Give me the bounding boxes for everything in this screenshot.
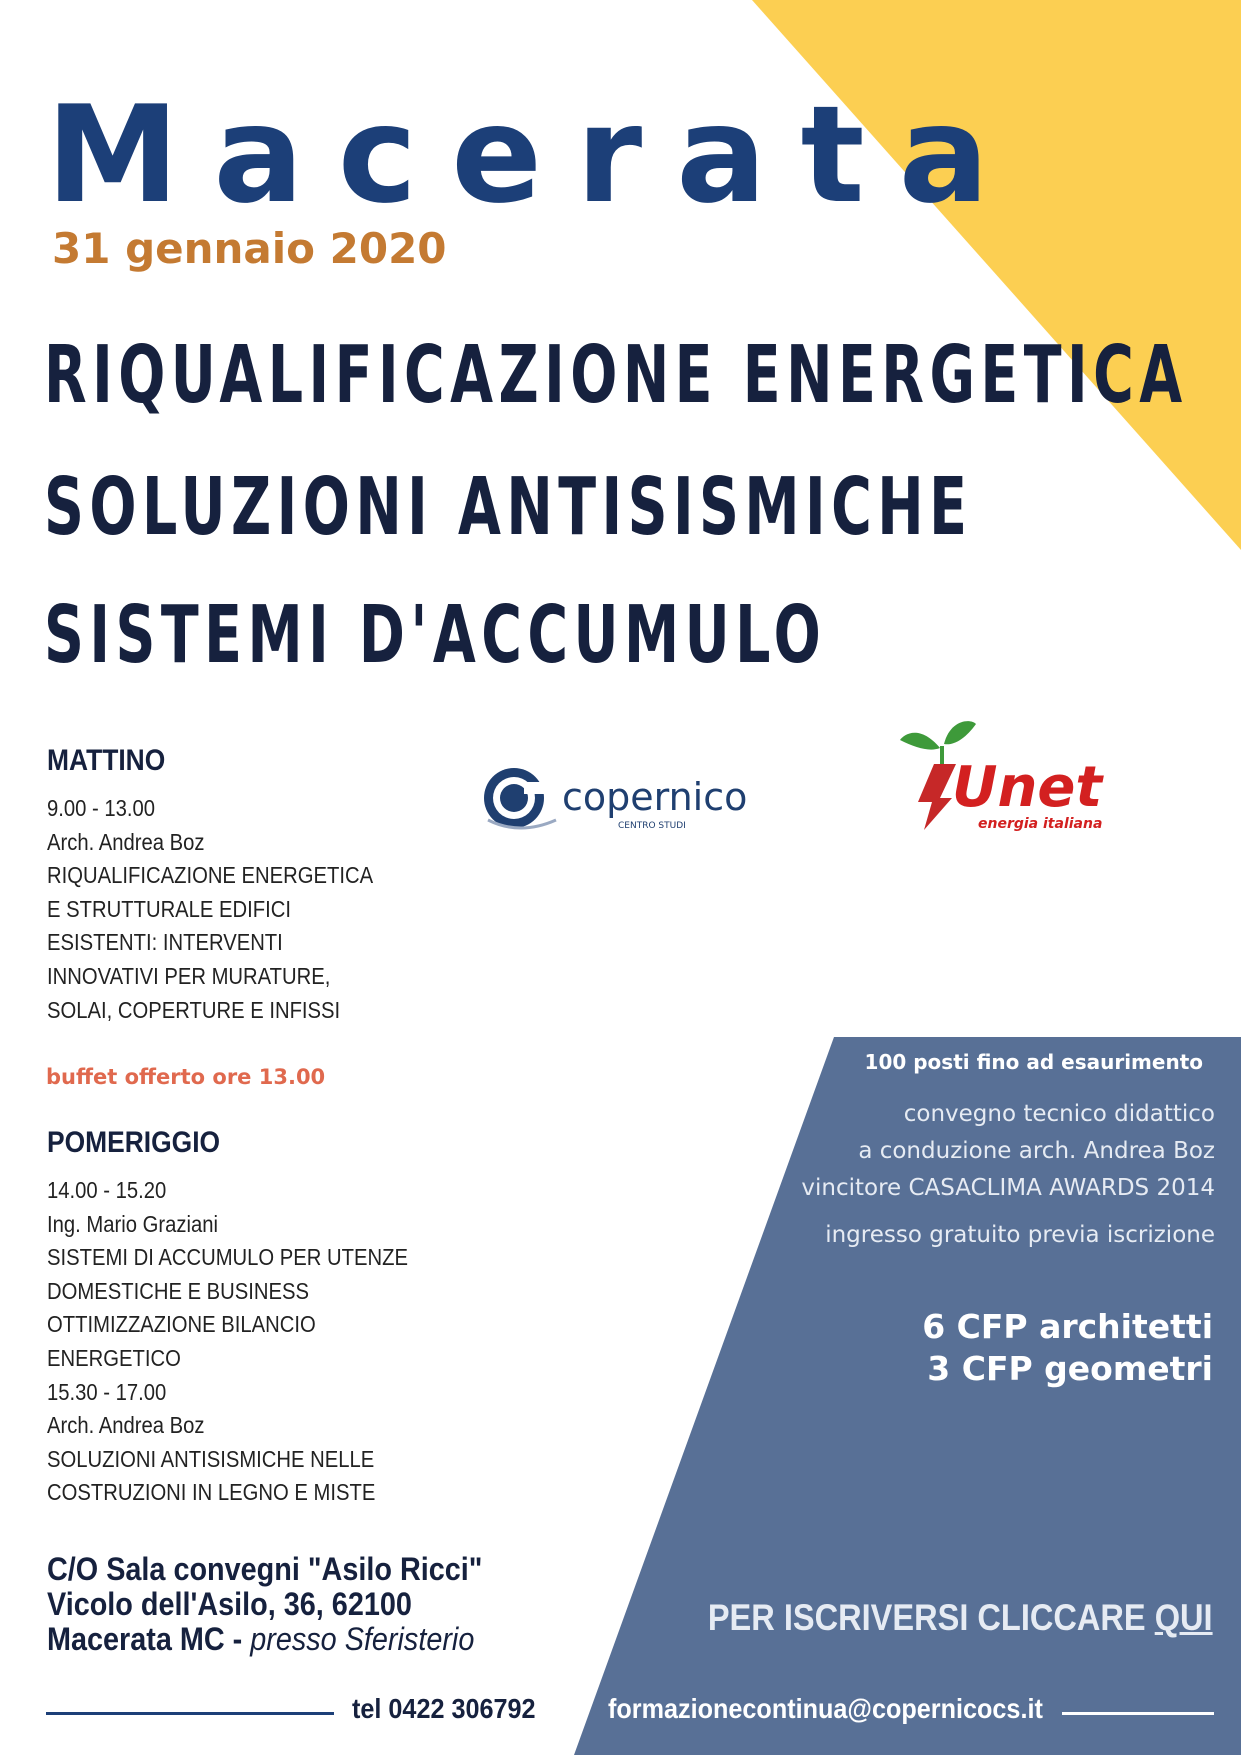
morning-line: E STRUTTURALE EDIFICI — [47, 895, 292, 922]
copernico-wordmark: copernico — [562, 775, 748, 819]
city-title: Macerata — [46, 77, 1024, 233]
afternoon-title: POMERIGGIO — [47, 1126, 221, 1159]
copernico-subtitle: CENTRO STUDI — [618, 821, 686, 831]
credits-surveyors: 3 CFP geometri — [927, 1349, 1213, 1388]
morning-title: MATTINO — [47, 744, 166, 777]
afternoon-line: COSTRUZIONI IN LEGNO E MISTE — [47, 1479, 376, 1506]
afternoon-program — [47, 1174, 408, 1510]
unet-wordmark: Unet — [952, 755, 1103, 820]
topic-energy: RIQUALIFICAZIONE ENERGETICA — [44, 329, 1188, 421]
venue-line-3 — [47, 1622, 482, 1657]
description-line: a conduzione arch. Andrea Boz — [858, 1138, 1215, 1164]
afternoon-line: OTTIMIZZAZIONE BILANCIO — [47, 1311, 316, 1338]
email-link[interactable]: formazionecontinua@copernicocs.it — [608, 1693, 1043, 1724]
afternoon-line: SISTEMI DI ACCUMULO PER UTENZE — [47, 1244, 408, 1271]
venue-line-2: Vicolo dell'Asilo, 36, 62100 — [47, 1586, 412, 1622]
afternoon-line: SOLUZIONI ANTISISMICHE NELLE — [47, 1445, 375, 1472]
morning-program — [47, 792, 373, 1027]
copernico-core — [500, 784, 528, 812]
afternoon-line: Arch. Andrea Boz — [47, 1412, 205, 1439]
venue-city: Macerata MC - — [47, 1621, 251, 1657]
event-date: 31 gennaio 2020 — [52, 224, 447, 273]
afternoon-line: DOMESTICHE E BUSINESS — [47, 1277, 310, 1304]
morning-line: Arch. Andrea Boz — [47, 828, 205, 855]
morning-line: SOLAI, COPERTURE E INFISSI — [47, 996, 341, 1023]
afternoon-line: ENERGETICO — [47, 1344, 181, 1371]
description-line: convegno tecnico didattico — [903, 1101, 1215, 1127]
leaf-icon — [900, 733, 940, 750]
divider-left — [46, 1712, 334, 1715]
unet-logo — [900, 718, 1105, 836]
morning-line: ESISTENTI: INTERVENTI — [47, 929, 283, 956]
venue-address — [47, 1552, 482, 1657]
description-line: vincitore CASACLIMA AWARDS 2014 — [801, 1175, 1215, 1201]
morning-line: 9.00 - 13.00 — [47, 795, 156, 821]
credits — [922, 1306, 1213, 1390]
afternoon-line: Ing. Mario Graziani — [47, 1210, 218, 1237]
buffet-note: buffet offerto ore 13.00 — [46, 1065, 326, 1089]
morning-line: RIQUALIFICAZIONE ENERGETICA — [47, 862, 374, 889]
unet-tagline: energia italiana — [978, 816, 1103, 832]
bolt-icon — [918, 764, 956, 830]
phone-number[interactable]: tel 0422 306792 — [352, 1693, 536, 1724]
seats-note: 100 posti fino ad esaurimento — [864, 1050, 1203, 1074]
entry-note: ingresso gratuito previa iscrizione — [825, 1222, 1215, 1248]
venue-place: presso Sferisterio — [250, 1621, 475, 1657]
signup-text: PER ISCRIVERSI CLICCARE — [708, 1597, 1156, 1638]
afternoon-line: 15.30 - 17.00 — [47, 1378, 167, 1405]
signup-link[interactable]: QUI — [1155, 1597, 1213, 1638]
venue-line-1: C/O Sala convegni "Asilo Ricci" — [47, 1551, 483, 1587]
leaf-icon — [944, 721, 976, 744]
event-description — [801, 1096, 1215, 1207]
credits-architects: 6 CFP architetti — [922, 1307, 1213, 1346]
copernico-logo — [480, 762, 770, 838]
topic-antiseismic: SOLUZIONI ANTISISMICHE — [44, 461, 973, 553]
divider-right — [1062, 1712, 1214, 1715]
signup-cta — [708, 1597, 1213, 1639]
morning-line: INNOVATIVI PER MURATURE, — [47, 962, 331, 989]
afternoon-line: 14.00 - 15.20 — [47, 1177, 167, 1203]
topic-storage: SISTEMI D'ACCUMULO — [44, 589, 827, 681]
